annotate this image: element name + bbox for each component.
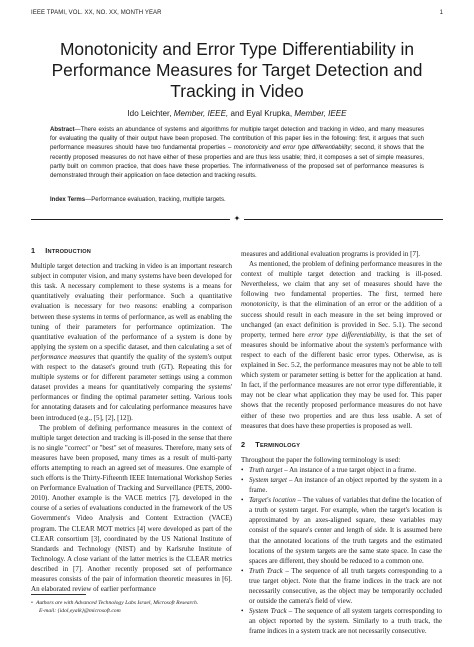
footnote-email: E-mail: {idol,eyalk}@microsoft.com: [39, 608, 121, 615]
footnote-bullet-icon: •: [31, 600, 33, 606]
term: Truth target: [249, 465, 283, 474]
definition: – The values of variables that define the location of a truth or system target. For example, when the target's location is approximated by an axes-aligned square, these variables may consist of the square's center and length of side. It is assumed here that the annotated locations of the truth targets and the estimated locations of the system targets are the same state space. In case the spaces are different, they should be reduced to a common one.: [249, 496, 442, 565]
section-divider: [31, 214, 443, 224]
abstract-text: ; second, it shows that the recently proposed measures do not have either of these properties and are thus less usable; third, it composes a set of simple measures, partly built on common practice, that does have these properties. The informativeness of the proposed set of performance measures is demonstrated through their application on face detection and tracking results.: [50, 145, 425, 180]
term: Target's location: [249, 496, 296, 505]
definition: – An instance of a true target object in a frame.: [282, 465, 416, 474]
abstract: [50, 126, 424, 181]
page-number: 1: [439, 10, 443, 16]
definition: – The sequence of all truth targets corresponding to a true target object. Note that the frame indices in the track are not necessarily consecutive, as the object may be temporarily occluded or outside the camera's field of view.: [249, 566, 442, 606]
list-item: [241, 495, 442, 566]
paragraph: As mentioned, the problem of defining performance measures in the context of multiple target detection and tracking is ill-posed. Nevertheless, we claim that any set of measures should have the following two fundamental properties. The first, termed here monotonicity, is that the elimination of an error or the addition of a success should result in each measure in the set being improved or unchanged (an exact definition is provided in Sec. 5.1). The second property, termed here error type differentiability, is that the set of measures should be informative about the system's performance with respect to each of the different basic error types. Otherwise, as is explained in Sec. 5.2, the performance measures may not be able to tell which system or parameter setting is better for the application at hand. In fact, if the performance measures are not error type differentiable, it may not be clear what application they may be used for. This paper shows that the recently proposed performance measures do not have either of these two properties and are thus less usable. A set of measures that does have these properties is proposed as well.: [241, 260, 442, 430]
definition: – An instance of an object reported by the system in a frame.: [249, 475, 443, 495]
index-terms-text: —Performance evaluation, tracking, multiple targets.: [85, 197, 226, 203]
title-line: Performance Measures for Target Detection and: [51, 60, 423, 80]
journal-header: IEEE TPAMI, VOL. XX, NO. XX, MONTH YEAR: [31, 10, 162, 16]
section-heading-introduction: [31, 246, 232, 257]
index-terms: [50, 197, 424, 203]
paragraph: measures and additional evaluation programs is provided in [7].: [241, 250, 421, 258]
section-title-initial: T: [255, 439, 260, 449]
list-item: [241, 475, 442, 495]
divider-rule: [244, 219, 443, 220]
terminology-list: [241, 465, 442, 637]
list-item: [241, 606, 442, 636]
footnote-affiliation: Authors are with Advanced Technology Labs Israel, Microsoft Research.: [35, 600, 199, 606]
definition: – The sequence of all system targets corresponding to an object reported by the system. Similarly to a truth track, the frame indices in a system track are not necessarily consecutive.: [249, 607, 443, 636]
bullet-icon: •: [241, 496, 244, 505]
left-column: [31, 246, 232, 594]
index-terms-label: Index Terms: [50, 197, 86, 203]
author-name: and Eyal Krupka,: [230, 109, 293, 118]
section-title-initial: I: [45, 246, 48, 255]
bullet-icon: •: [241, 607, 244, 616]
right-column: [241, 249, 442, 636]
author-name: Ido Leichter,: [127, 109, 172, 118]
author-line: [0, 109, 474, 118]
term: System Track: [249, 607, 287, 616]
bullet-icon: •: [241, 475, 244, 484]
paragraph: The problem of defining performance measures in the context of multiple target detection and tracking is ill-posed in the sense that there is no single "correct" or "best" set of measures. Therefore, many sets of measures have been proposed, many times as a result of multi-party efforts attempting to reach an agreed set of measures. One example of such efforts is the Thirty-Fifteenth IEEE International Workshop Series on Performance Evaluation of Tracking and Surveillance (PETS, 2000-2010). Another example is the VACE metrics [7], developed in the course of a series of evaluations conducted in the framework of the US Government's Video Analysis and Content Extraction (VACE) program. The CLEAR MOT metrics [4] were developed as part of the CLEAR consortium [3], coordinated by the US National Institute of Standards and Technology (NIST) and by Karlsruhe Institute of Technology. A close variant of the latter metrics is the CLEAR metrics described in [7]. Another recently proposed set of performance measures consists of the pair of information theoretic measures in [6]. An elaborated review of earlier performance: [31, 423, 232, 594]
author-role: Member, IEEE,: [173, 109, 229, 118]
title-line: Monotonicity and Error Type Differentiability in: [59, 39, 415, 59]
section-heading-terminology: [241, 440, 442, 451]
section-number: 1: [31, 246, 36, 255]
paper-title: [20, 39, 454, 102]
divider-rule: [31, 219, 230, 220]
footnote: [31, 599, 232, 616]
footnote-rule: [31, 594, 86, 595]
bullet-icon: •: [241, 465, 244, 474]
abstract-label: Abstract: [50, 127, 75, 133]
section-number: 2: [241, 439, 246, 449]
paragraph: Throughout the paper the following terminology is used:: [241, 455, 401, 464]
list-item: [241, 566, 442, 606]
section-title-rest: ERMINOLOGY: [259, 442, 301, 449]
bullet-icon: •: [241, 566, 244, 575]
title-line: Tracking in Video: [170, 81, 304, 101]
term: Truth Track: [249, 566, 283, 575]
author-role: Member, IEEE: [294, 109, 347, 118]
term: System target: [249, 475, 287, 484]
section-title-rest: NTRODUCTION: [47, 249, 92, 255]
abstract-text: —There exists an abundance of systems and algorithms for multiple target detection and tracking in video, and many measures for evaluating the quality of their output have been proposed. The contribution of this paper lies in the following: first, it argues that such performance measures should have two fundamental properties –: [50, 127, 424, 152]
list-item: [241, 465, 442, 475]
paragraph: Multiple target detection and tracking in video is an important research subject in computer vision, and many systems have been developed for this task. A necessary complement to these systems is a means for quantitatively evaluating their performance. Such a quantitative evaluation is necessary for two reasons: enabling a comparison between these systems in terms of performance, as well as enabling the tuning of their parameters for performance optimization. The quantitative evaluation of the performance of a system is done by applying the system on a specific dataset, and then calculating a set of performance measures that quantify the quality of the system's output with respect to the dataset's ground truth (GT). Repeating this for multiple systems or for different parameter settings using a common dataset provides a means for quantitatively comparing the systems' performances or finding the optimal parameter setting. Various tools for annotating datasets and for calculating performance measures have been introduced (e.g., [5], [2], [12]).: [31, 262, 232, 422]
divider-ornament-icon: ✦: [233, 214, 241, 223]
abstract-emphasis: monotonicity and error type differentiability: [233, 145, 351, 152]
